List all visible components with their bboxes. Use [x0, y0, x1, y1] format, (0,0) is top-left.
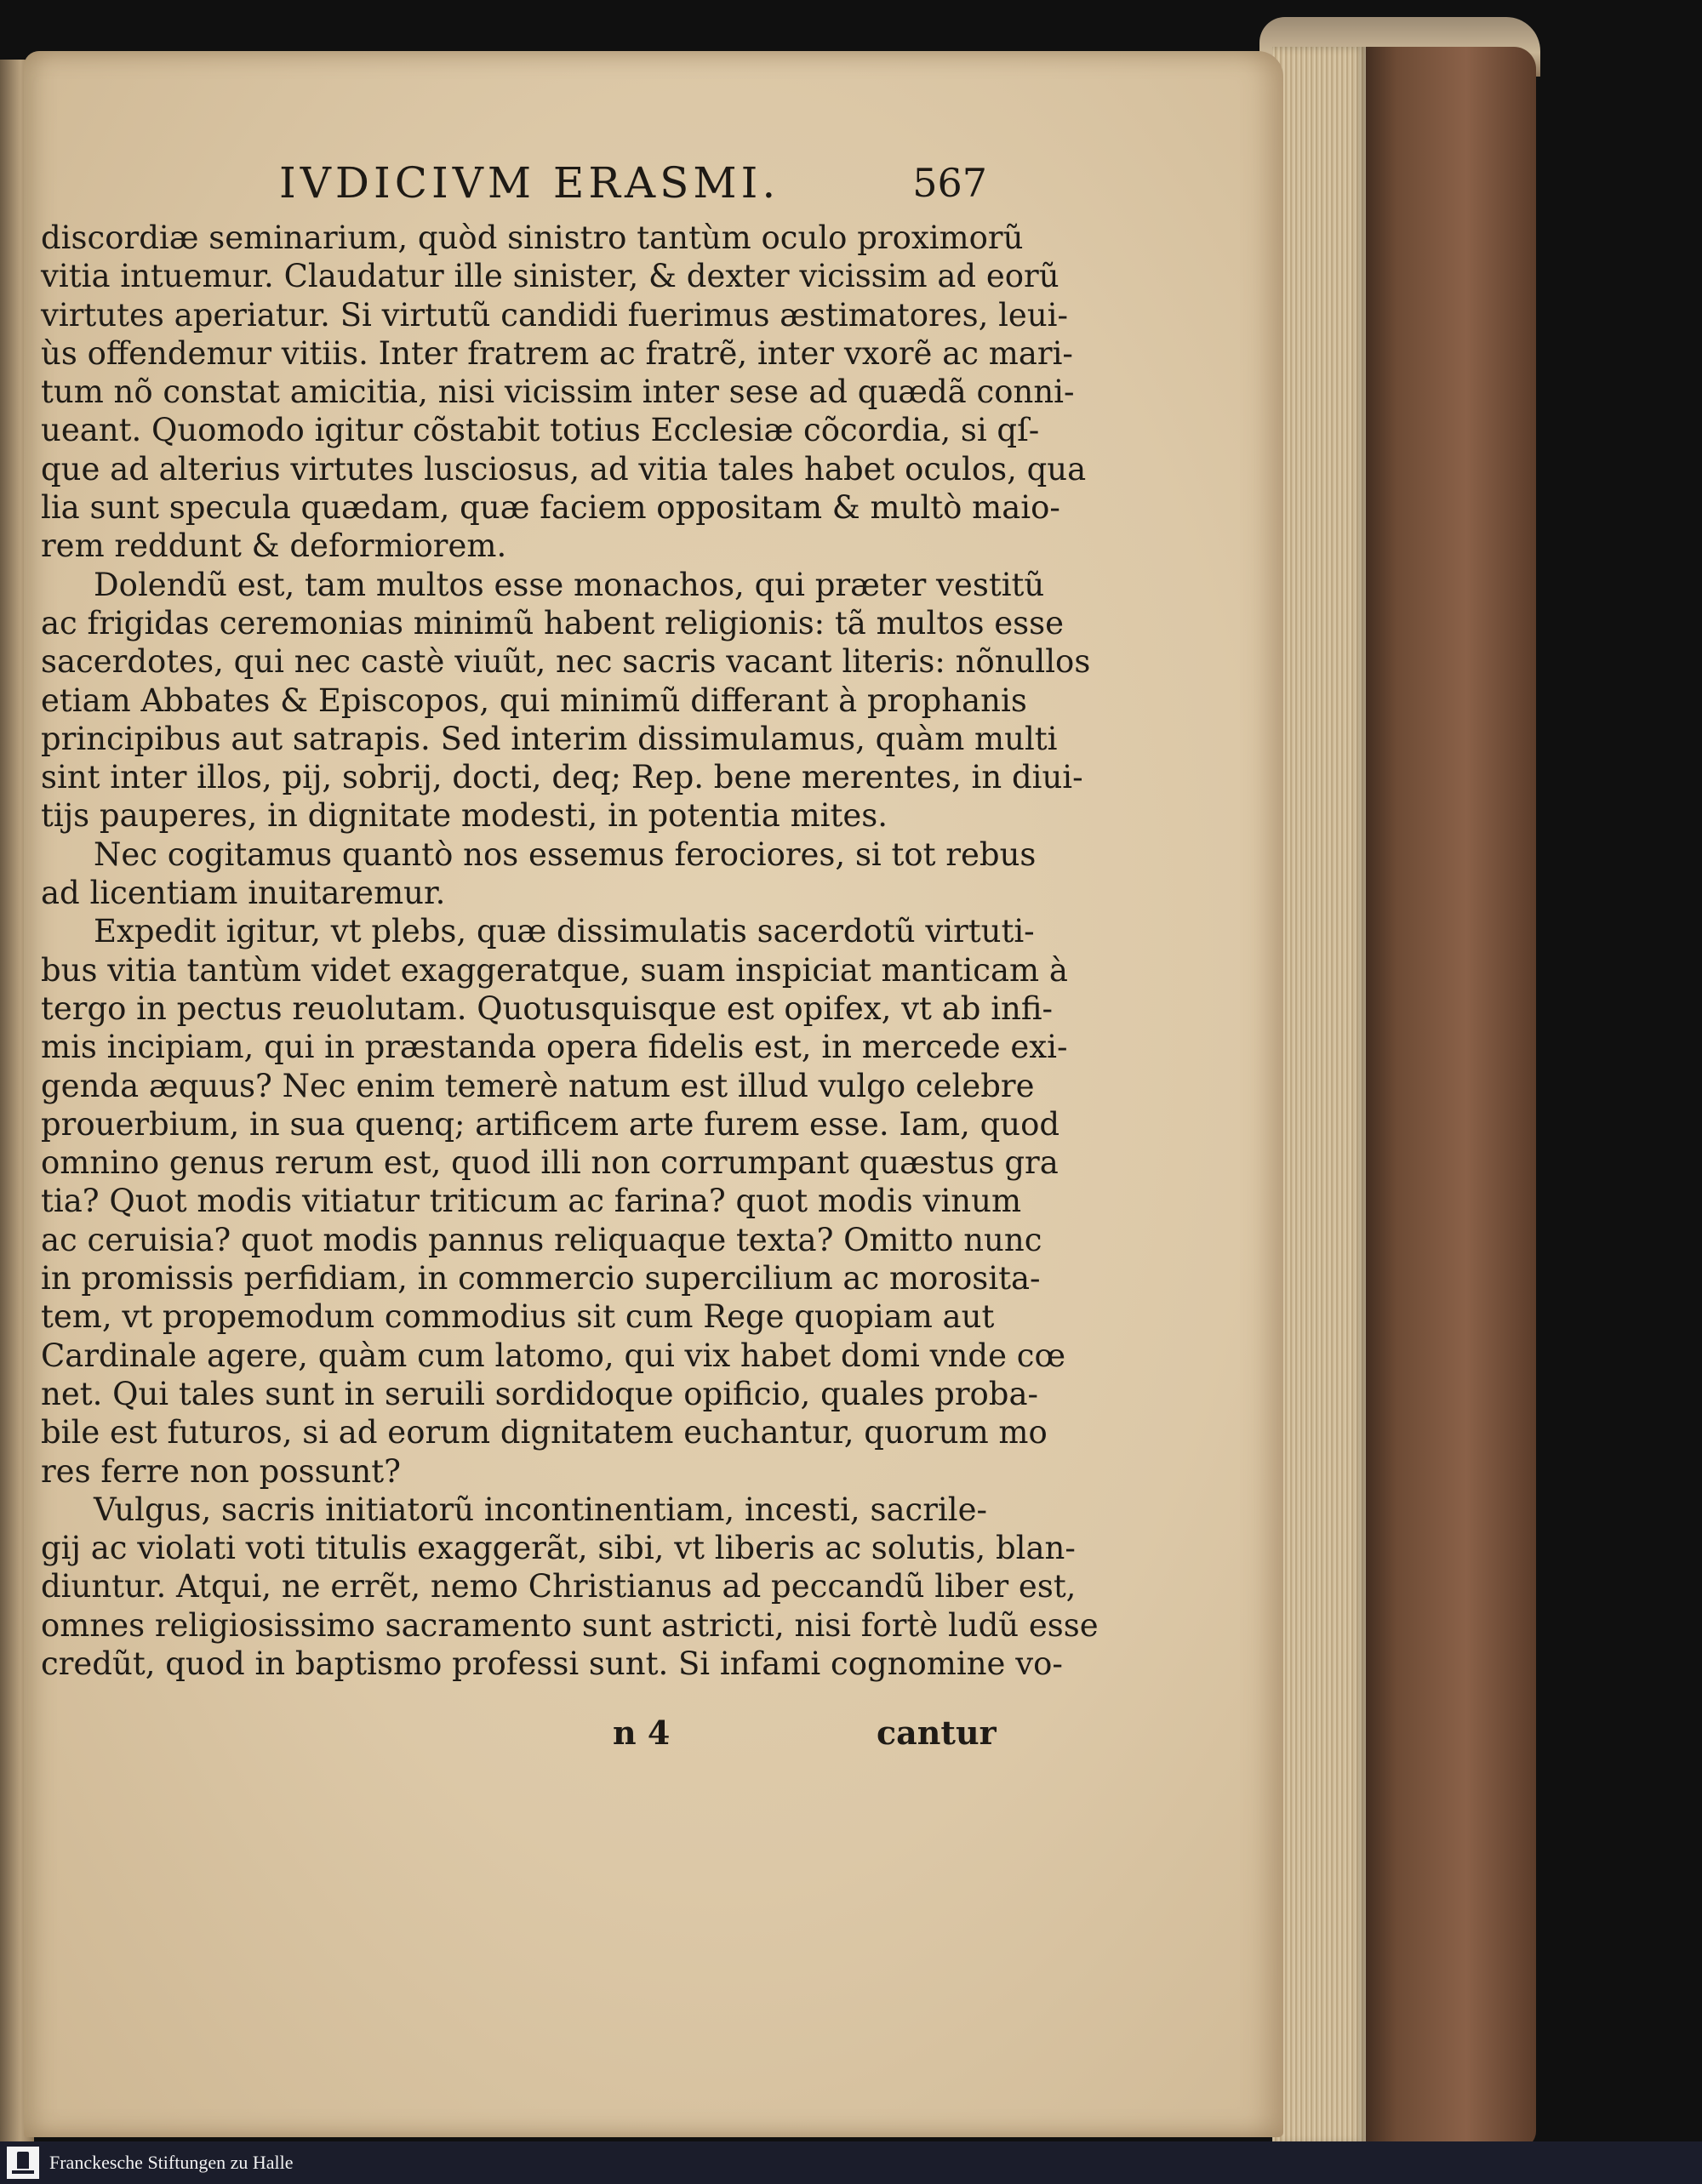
institution-bar [0, 2141, 1702, 2184]
text-line: vitia intuemur. Claudatur ille sinister, & dexter vicissim ad eorũ [41, 258, 1059, 295]
text-line: omnes religiosissimo sacramento sunt astricti, nisi fortè ludũ esse [41, 1606, 1099, 1644]
text-line: Cardinale agere, quàm cum latomo, qui vix habet domi vnde cœ [41, 1337, 1066, 1374]
institution-label: Franckesche Stiftungen zu Halle [49, 2152, 294, 2173]
text-line: ueant. Quomodo igitur cõstabit totius Ecclesiæ cõcordia, si qſ- [41, 412, 1040, 449]
text-line: Vulgus, sacris initiatorũ incontinentiam, incesti, sacrile- [94, 1491, 987, 1528]
text-line: tergo in pectus reuolutam. Quotusquisque est opifex, vt ab infi- [41, 989, 1054, 1027]
francke-foundation-logo-icon [7, 2147, 39, 2179]
text-line: in promissis perfidiam, in commercio supercilium ac morosita- [41, 1260, 1041, 1297]
book-cover-board [1362, 47, 1536, 2141]
text-line: Dolendũ est, tam multos esse monachos, qui præter vestitũ [94, 566, 1045, 603]
text-line: bus vitia tantùm videt exaggeratque, suam inspiciat manticam à [41, 951, 1068, 989]
text-line: rem reddunt & deformiorem. [41, 527, 507, 565]
text-line: etiam Abbates & Episcopos, qui minimũ differant à prophanis [41, 681, 1027, 719]
text-line: sint inter illos, pij, sobrij, docti, deq; Rep. bene merentes, in diui- [41, 759, 1083, 796]
text-line: bile est futuros, si ad eorum dignitatem euchantur, quorum mo [41, 1414, 1048, 1451]
text-line: ùs offendemur vitiis. Inter fratrem ac fratrẽ, inter vxorẽ ac mari- [41, 334, 1073, 372]
text-line: principibus aut satrapis. Sed interim dissimulamus, quàm multi [41, 720, 1058, 757]
text-line: Nec cogitamus quantò nos essemus ferociores, si tot rebus [94, 835, 1037, 873]
page-number: 567 [912, 160, 987, 206]
text-line: prouerbium, in sua quenq; artificem arte furem esse. Iam, quod [41, 1105, 1060, 1143]
text-line: diuntur. Atqui, ne errẽt, nemo Christianus ad peccandũ liber est, [41, 1568, 1077, 1605]
text-line: virtutes aperiatur. Si virtutũ candidi fuerimus æstimatores, leui- [41, 296, 1068, 334]
text-line: ac ceruisia? quot modis pannus reliquaque texta? Omitto nunc [41, 1221, 1042, 1258]
body-text [41, 219, 1099, 1683]
text-line: sacerdotes, qui nec castè viuũt, nec sacris vacant literis: nõnullos [41, 643, 1091, 681]
text-line: lia sunt specula quædam, quæ faciem oppositam & multò maio- [41, 489, 1060, 527]
text-line: tum nõ constat amicitia, nisi vicissim inter sese ad quædã conni- [41, 374, 1075, 411]
signature-mark: n 4 [613, 1714, 671, 1752]
running-head [41, 158, 987, 209]
text-line: ac frigidas ceremonias minimũ habent religionis: tã multos esse [41, 604, 1065, 642]
text-line: tem, vt propemodum commodius sit cum Rege quopiam aut [41, 1298, 995, 1336]
text-line: Expedit igitur, vt plebs, quæ dissimulatis sacerdotũ virtuti- [94, 913, 1035, 950]
text-line: credũt, quod in baptismo professi sunt. Si infami cognomine vo- [41, 1645, 1063, 1682]
text-line: genda æquus? Nec enim temerè natum est illud vulgo celebre [41, 1067, 1035, 1104]
text-line: ad licentiam inuitaremur. [41, 875, 446, 912]
text-line: omnino genus rerum est, quod illi non corrumpant quæstus gra [41, 1144, 1059, 1182]
text-line: tijs pauperes, in dignitate modesti, in potentia mites. [41, 797, 888, 835]
text-line: discordiæ seminarium, quòd sinistro tantùm oculo proximorũ [41, 220, 1024, 256]
catchword: cantur [877, 1714, 997, 1752]
text-line: que ad alterius virtutes lusciosus, ad vitia tales habet oculos, qua [41, 450, 1087, 488]
page-fore-edge [1272, 47, 1366, 2141]
text-line: mis incipiam, qui in præstanda opera fidelis est, in mercede exi- [41, 1029, 1068, 1066]
text-line: gij ac violati voti titulis exaggerãt, sibi, vt liberis ac solutis, blan- [41, 1530, 1076, 1567]
running-head-title: IVDICIVM ERASMI. [279, 158, 780, 208]
text-line: res ferre non possunt? [41, 1452, 401, 1490]
text-line: net. Qui tales sunt in seruili sordidoque opificio, quales proba- [41, 1375, 1039, 1412]
text-line: tia? Quot modis vitiatur triticum ac farina? quot modis vinum [41, 1183, 1022, 1220]
